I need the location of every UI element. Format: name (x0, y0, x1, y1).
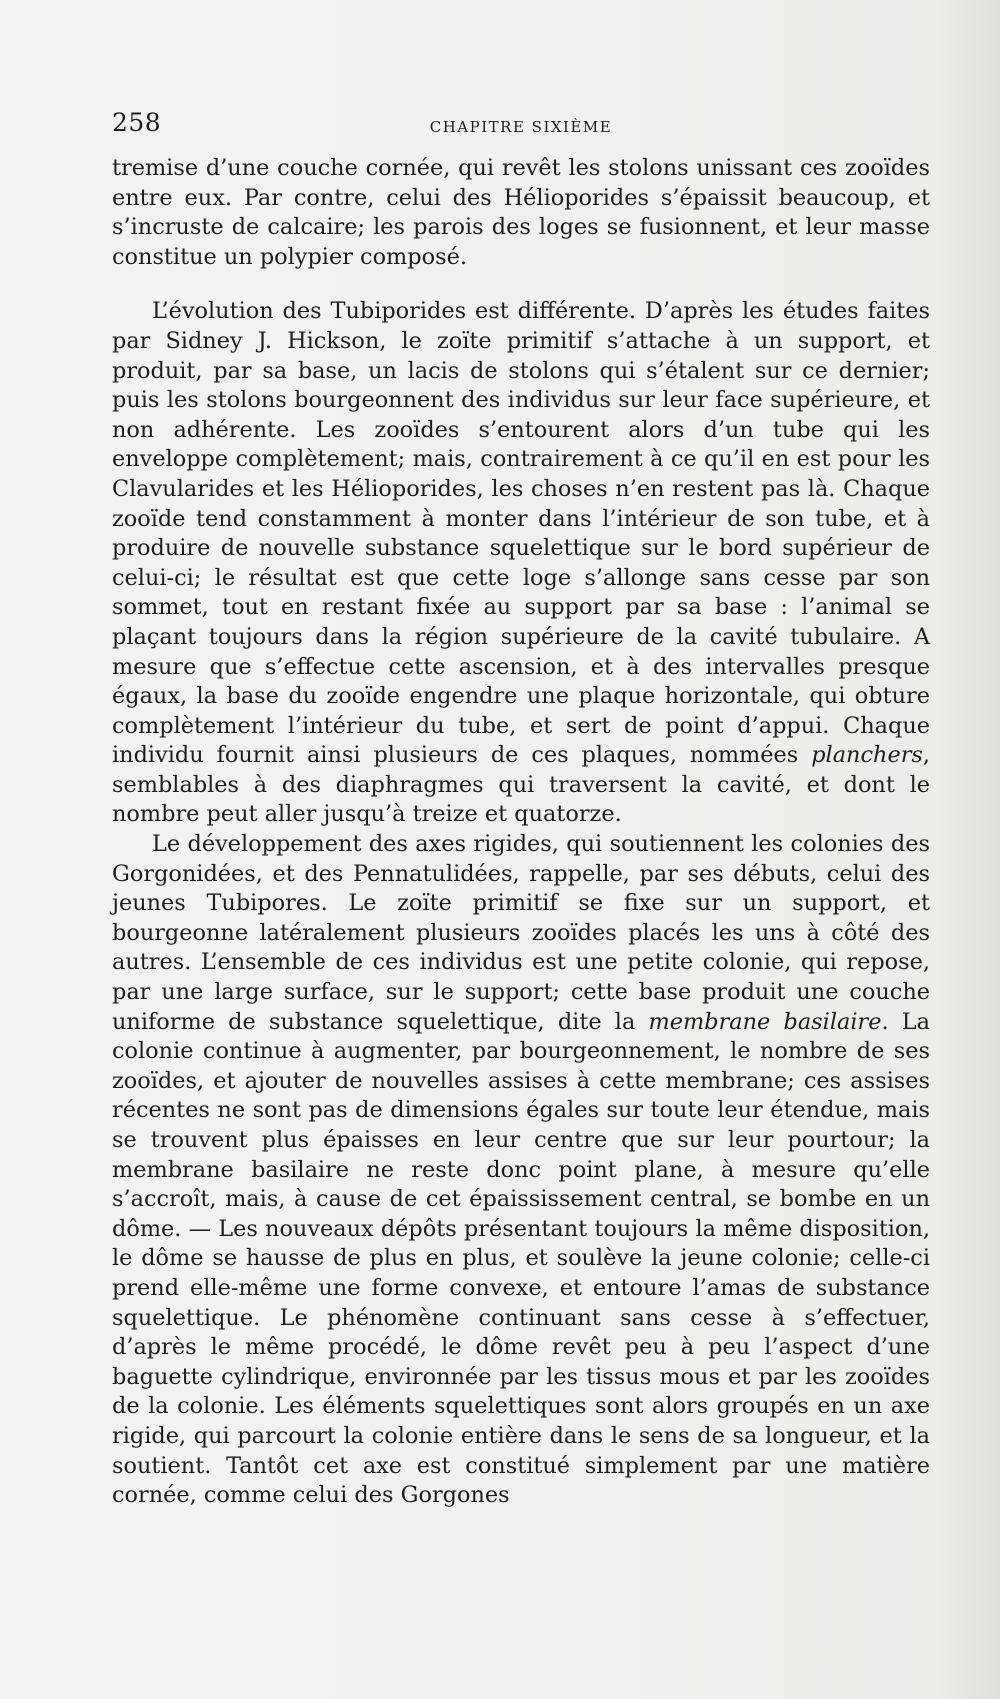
page-number: 258 (112, 108, 162, 137)
body-text (112, 154, 930, 1511)
page-edge-shadow (940, 0, 1000, 1699)
paragraph-3 (112, 830, 930, 1511)
running-head (112, 108, 930, 142)
paragraph-1-text: tremise d’une couche cornée, qui revêt les stolons unissant ces zooïdes entre eux. Par contre, celui des Hélioporides s’épaissit beaucoup, et s’incruste de calcaire; les parois des loges se fusionnent, et leur masse constitue un polypier composé. (112, 155, 930, 270)
paragraph-3-italic-term: membrane basilaire (648, 1008, 882, 1035)
paragraph-2-text-after: , semblables à des diaphragmes qui traversent la cavité, et dont le nombre peut aller jusqu’à treize et quatorze. (112, 742, 931, 828)
paragraph-3-text-after: . La colonie continue à augmenter, par bourgeonnement, le nombre de ses zooïdes, et ajouter de nouvelles assises à cette membrane; ces assises récentes ne sont pas de dimensions égales sur toute leur étendue, mais se trouvent plus épaisses en leur centre que sur leur pourtour; la membrane basilaire ne reste donc point plane, à mesure qu’elle s’accroît, mais, à cause de cet épaississement central, se bombe en un dôme. — Les nouveaux dépôts présentant toujours la même disposition, le dôme se hausse de plus en plus, et soulève la jeune colonie; celle-ci prend elle-même une forme convexe, et entoure l’amas de substance squelettique. Le phénomène continuant sans cesse à s’effectuer, d’après le même procédé, le dôme revêt peu à peu l’aspect d’une baguette cylindrique, environnée par les tissus mous et par les zooïdes de la colonie. Les éléments squelettiques sont alors groupés en un axe rigide, qui parcourt la colonie entière dans le sens de sa longueur, et la soutient. Tantôt cet axe est constitué simplement par une matière cornée, comme celui des Gorgones (112, 1008, 930, 1509)
paragraph-3-text: Le développement des axes rigides, qui soutiennent les colonies des Gorgonidées, et des Pennatulidées, rappelle, par ses débuts, celui des jeunes Tubipores. Le zoïte primitif se fixe sur un support, et bourgeonne latéralement plusieurs zooïdes placés les uns à côté des autres. L’ensemble de ces individus est une petite colonie, qui repose, par une large surface, sur le support; cette base produit une couche uniforme de substance squelettique, dite la (112, 831, 930, 1035)
paragraph-2 (112, 297, 930, 830)
chapter-title: CHAPITRE SIXIÈME (429, 118, 613, 136)
paragraph-2-italic-term: planchers (811, 742, 923, 769)
paragraph-2-text: L’évolution des Tubiporides est différente. D’après les études faites par Sidney J. Hickson, le zoïte primitif s’attache à un support, et produit, par sa base, un lacis de stolons qui s’étalent sur ce dernier; puis les stolons bourgeonnent des individus sur leur face supérieure, et non adhérente. Les zooïdes s’entourent alors d’un tube qui les enveloppe complètement; mais, contrairement à ce qu’il en est pour les Clavularides et les Hélioporides, les choses n’en restent pas là. Chaque zooïde tend constamment à monter dans l’intérieur de son tube, et à produire de nouvelle substance squelettique sur le bord supérieur de celui-ci; le résultat est que cette loge s’allonge sans cesse par son sommet, tout en restant fixée au support par sa base : l’animal se plaçant toujours dans la région supérieure de la cavité tubulaire. A mesure que s’effectue cette ascension, et à des intervalles presque égaux, la base du zooïde engendre une plaque horizontale, qui obture complètement l’intérieur du tube, et sert de point d’appui. Chaque individu fournit ainsi plusieurs de ces plaques, nommées (112, 298, 930, 769)
paragraph-1 (112, 154, 930, 272)
